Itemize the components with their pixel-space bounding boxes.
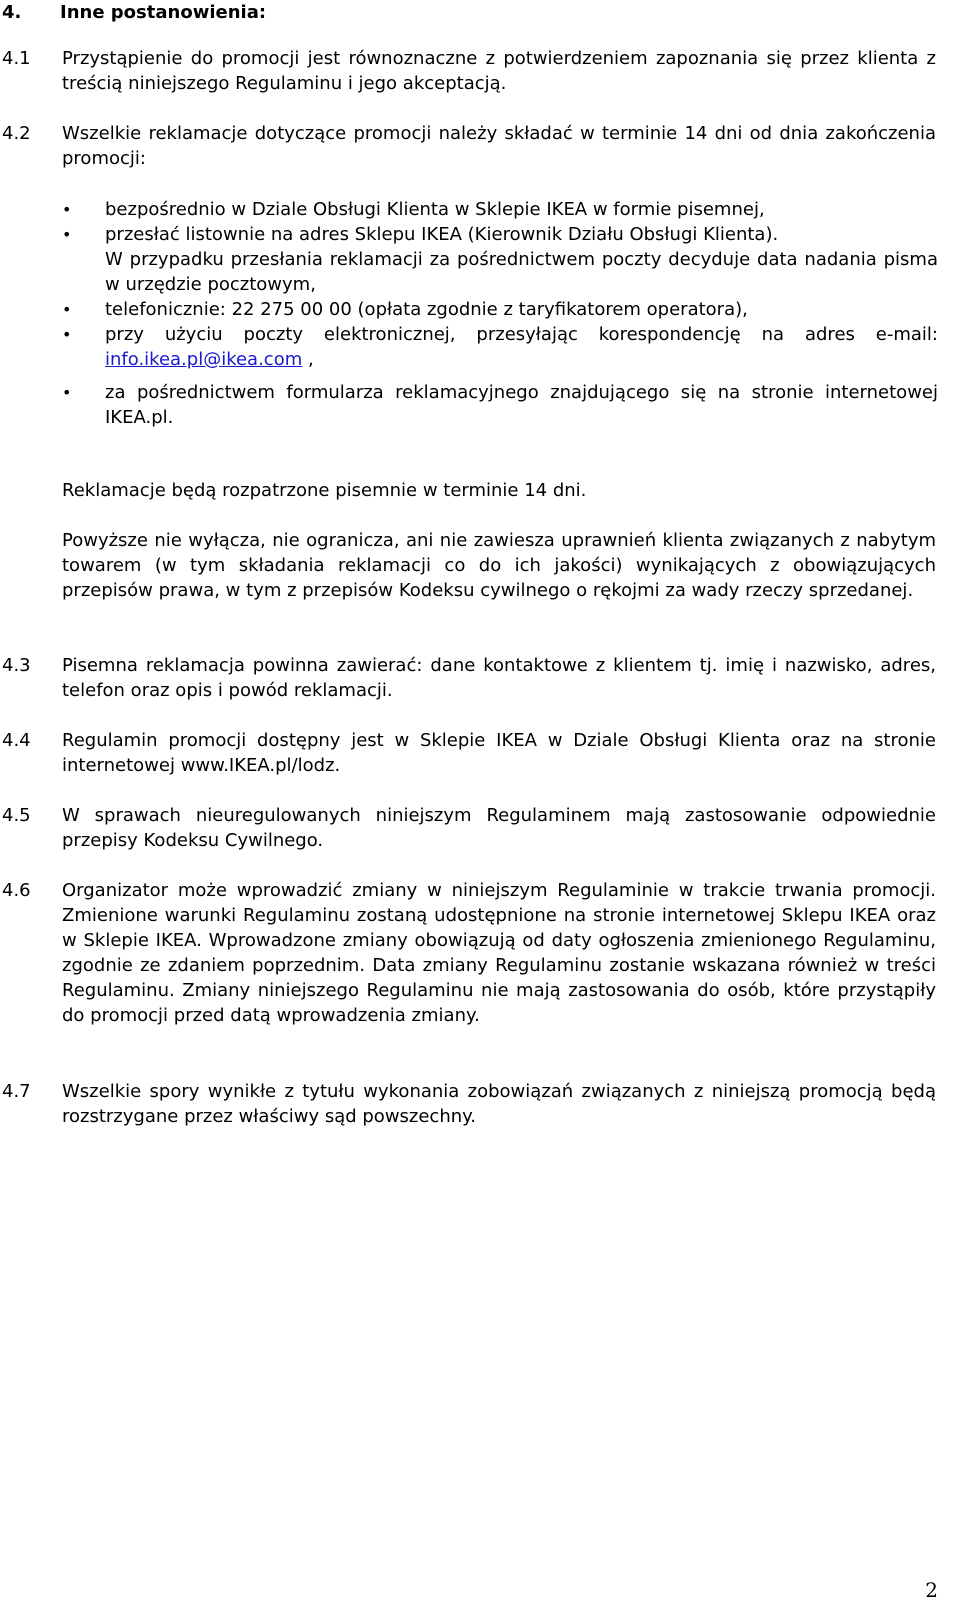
clause-4-1 <box>2 46 936 96</box>
clause-4-5 <box>2 803 936 853</box>
paragraph: Reklamacje będą rozpatrzone pisemnie w terminie 14 dni. <box>62 480 587 501</box>
list-item-suffix: , <box>302 349 314 370</box>
paragraph: Powyższe nie wyłącza, nie ogranicza, ani nie zawiesza uprawnień klienta związanych z nabytym towarem (w tym składania reklamacji co do ich jakości) wynikających z obowiązujących przepisów prawa, w tym z przepisów Kodeksu cywilnego o rękojmi za wady rzeczy sprzedanej. <box>62 530 936 601</box>
clause-4-4 <box>2 728 936 778</box>
clause-number: 4.6 <box>2 880 31 901</box>
clause-text: Pisemna reklamacja powinna zawierać: dane kontaktowe z klientem tj. imię i nazwisko, adres, telefon oraz opis i powód reklamacji. <box>62 655 936 701</box>
page-number: 2 <box>925 1578 938 1602</box>
list-item: • za pośrednictwem formularza reklamacyjnego znajdującego się na stronie internetowej IKEA.pl. <box>62 380 938 430</box>
list-item: • bezpośrednio w Dziale Obsługi Klienta w Sklepie IKEA w formie pisemnej, <box>62 197 938 222</box>
clause-number: 4.1 <box>2 48 31 69</box>
clause-text: Przystąpienie do promocji jest równoznaczne z potwierdzeniem zapoznania się przez klienta z treścią niniejszego Regulaminu i jego akceptacją. <box>62 48 936 94</box>
clause-text: Wszelkie reklamacje dotyczące promocji należy składać w terminie 14 dni od dnia zakończenia promocji: <box>62 123 936 169</box>
clause-number: 4.5 <box>2 805 31 826</box>
list-item-note: W przypadku przesłania reklamacji za pośrednictwem poczty decyduje data nadania pisma w urzędzie pocztowym, <box>105 249 938 295</box>
clause-text: Wszelkie spory wynikłe z tytułu wykonania zobowiązań związanych z niniejszą promocją będą rozstrzygane przez właściwy sąd powszechny. <box>62 1081 936 1127</box>
section-heading <box>2 2 266 24</box>
clause-number: 4.2 <box>2 123 31 144</box>
clause-number: 4.3 <box>2 655 31 676</box>
list-item <box>62 322 938 372</box>
clause-4-2 <box>2 121 936 171</box>
clause-number: 4.4 <box>2 730 31 751</box>
email-link[interactable]: info.ikea.pl@ikea.com <box>105 349 303 370</box>
list-item: • telefonicznie: 22 275 00 00 (opłata zgodnie z taryfikatorem operatora), <box>62 297 938 322</box>
list-item-text: przy użyciu poczty elektronicznej, przesyłając korespondencję na adres e-mail: <box>105 324 938 345</box>
list-item: • przesłać listownie na adres Sklepu IKEA (Kierownik Działu Obsługi Klienta). <box>62 222 938 247</box>
clause-4-3 <box>2 653 936 703</box>
clause-number: 4.7 <box>2 1081 31 1102</box>
section-title: Inne postanowienia: <box>60 2 267 23</box>
section-number: 4. <box>2 2 22 23</box>
clause-text: Regulamin promocji dostępny jest w Sklepie IKEA w Dziale Obsługi Klienta oraz na stronie internetowej www.IKEA.pl/lodz. <box>62 730 936 776</box>
clause-4-6 <box>2 878 936 1028</box>
clause-text: Organizator może wprowadzić zmiany w niniejszym Regulaminie w trakcie trwania promocji. Zmienione warunki Regulaminu zostaną udostępnione na stronie internetowej Sklepu IKEA oraz w Sklepie IKEA. Wprowadzone zmiany obowiązują od daty ogłoszenia zmienionego Regulaminu, zgodnie ze zdaniem poprzednim. Data zmiany Regulaminu zostanie wskazana również w treści Regulaminu. Zmiany niniejszego Regulaminu nie mają zastosowania do osób, które przystąpiły do promocji przed datą wprowadzenia zmiany. <box>62 880 936 1026</box>
clause-text: W sprawach nieuregulowanych niniejszym Regulaminem mają zastosowanie odpowiednie przepisy Kodeksu Cywilnego. <box>62 805 936 851</box>
complaint-channels-list <box>62 197 938 430</box>
clause-4-7 <box>2 1079 936 1129</box>
